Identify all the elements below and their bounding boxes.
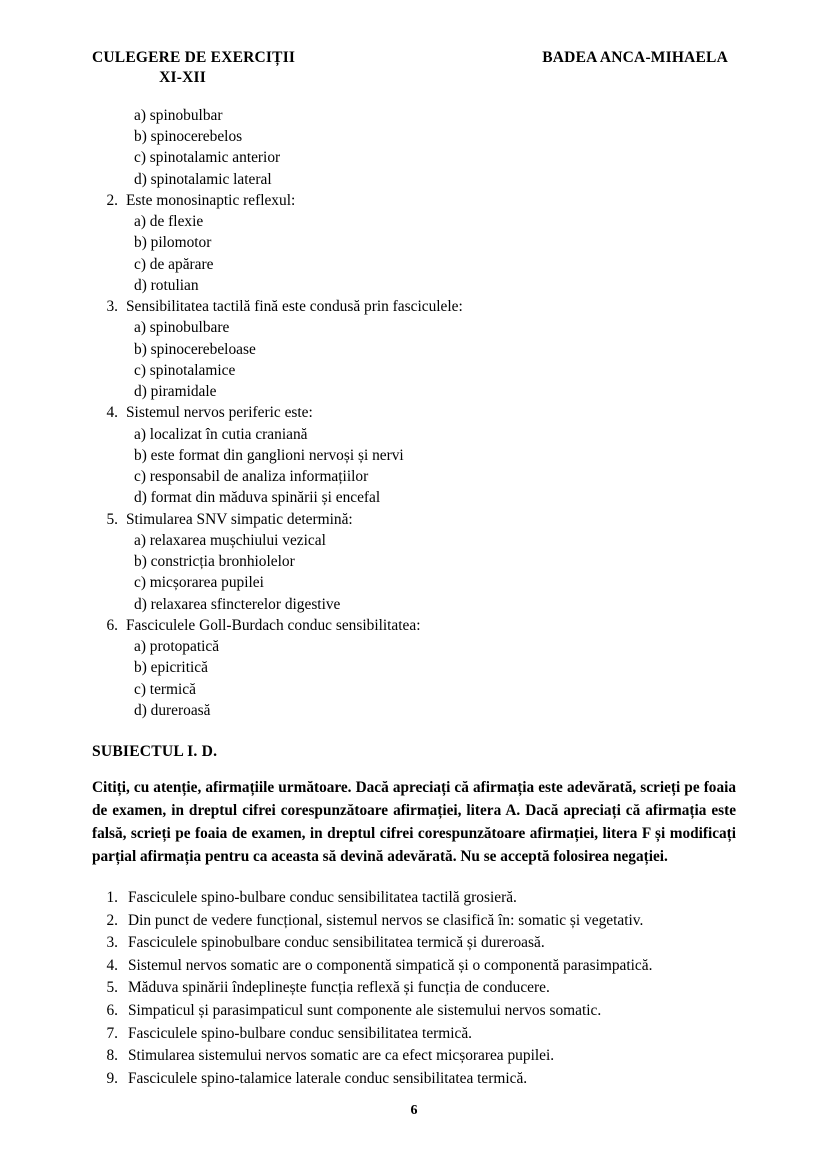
question-list [92,190,736,721]
option-item: b) pilomotor [134,234,212,252]
option-item: d) rotulian [134,276,199,294]
question-number: 4. [106,404,118,422]
statement-item [92,910,736,933]
statement-text: Fasciculele spino-talamice laterale conduc sensibilitatea termică. [128,1070,528,1088]
statement-number: 2. [106,911,118,929]
statement-item [92,887,736,910]
statement-text: Fasciculele spino-bulbare conduc sensibilitatea tactilă grosieră. [128,888,517,906]
option-item: a) protopatică [134,638,220,656]
option-item: c) termică [134,680,196,698]
statement-number: 6. [106,1002,118,1020]
option-item: a) spinobulbare [134,319,230,337]
question-stem: Este monosinaptic reflexul: [126,191,296,209]
option-item: b) epicritică [134,659,208,677]
option-item: a) relaxarea mușchiului vezical [134,531,326,549]
option-item: a) de flexie [134,213,204,231]
statement-number: 7. [106,1024,118,1042]
statement-item [92,955,736,978]
statement-number: 8. [106,1047,118,1065]
statement-number: 1. [106,888,118,906]
statement-text: Sistemul nervos somatic are o componentă simpatică și o componentă parasimpatică. [128,956,653,974]
statement-item [92,977,736,1000]
option-item: c) spinotalamice [134,361,236,379]
statement-number: 3. [106,934,118,952]
question-number: 2. [106,191,118,209]
question-stem: Sensibilitatea tactilă fină este condusă prin fasciculele: [126,298,463,316]
statement-text: Fasciculele spino-bulbare conduc sensibilitatea termică. [128,1024,473,1042]
question-stem: Fasciculele Goll-Burdach conduc sensibilitatea: [126,616,421,634]
option-item: b) spinocerebelos [134,128,243,146]
statement-text: Din punct de vedere funcțional, sistemul nervos se clasifică în: somatic și vegetativ. [128,911,644,929]
option-item: d) dureroasă [134,701,211,719]
option-item: d) relaxarea sfincterelor digestive [134,595,341,613]
option-item: d) spinotalamic lateral [134,170,272,188]
statement-number: 4. [106,956,118,974]
subject-title: SUBIECTUL I. D. [92,743,218,761]
option-item: c) spinotalamic anterior [134,149,281,167]
option-item: b) spinocerebeloase [134,340,256,358]
option-item: a) spinobulbar [134,106,223,124]
question-number: 5. [106,510,118,528]
option-item: a) localizat în cutia craniană [134,425,308,443]
question-stem: Sistemul nervos periferic este: [126,404,313,422]
statement-item [92,1000,736,1023]
statement-list [92,887,736,1091]
option-item: d) format din măduva spinării și encefal [134,489,381,507]
option-item: b) este format din ganglioni nervoși și nervi [134,446,404,464]
statement-text: Fasciculele spinobulbare conduc sensibilitatea termică și dureroasă. [128,934,545,952]
option-item: c) responsabil de analiza informațiilor [134,468,369,486]
statement-item [92,1068,736,1091]
option-item: b) constricția bronhiolelor [134,553,295,571]
header-title-line2: XI-XII [159,69,207,87]
page-header [92,48,736,89]
statement-item [92,932,736,955]
header-author: BADEA ANCA-MIHAELA [542,49,728,66]
option-item: d) piramidale [134,383,217,401]
question-item [92,509,736,615]
question-item [92,402,736,508]
option-item: c) de apărare [134,255,214,273]
question-number: 6. [106,616,118,634]
instructions-paragraph: Citiți, cu atenție, afirmațiile următoare. Dacă apreciați că afirmația este adevărată, scrieți pe foaia de examen, in dreptul cifrei corespunzătoare afirmației, litera A. Dacă apreciați că afirmația este falsă, scrieți pe foaia de examen, in dreptul cifrei corespunzătoare afirmației, litera F și modificați parțial afirmația pentru ca aceasta să devină adevărată. Nu se acceptă folosirea negației. [92,779,736,865]
question-item [92,190,736,296]
question-item [92,615,736,721]
statement-text: Stimularea sistemului nervos somatic are ca efect micșorarea pupilei. [128,1047,555,1065]
page-number: 6 [410,1103,418,1118]
question-item [92,296,736,402]
statement-number: 5. [106,979,118,997]
statement-item [92,1045,736,1068]
page-content [92,105,736,1091]
question-number: 3. [106,298,118,316]
statement-item [92,1023,736,1046]
header-title-line1: CULEGERE DE EXERCIȚII [92,49,296,66]
question-stem: Stimularea SNV simpatic determină: [126,510,353,528]
orphan-option-list [92,105,736,190]
header-title-left [92,48,295,89]
statement-text: Măduva spinării îndeplinește funcția reflexă și funcția de conducere. [128,979,550,997]
option-item: c) micșorarea pupilei [134,574,264,592]
statement-text: Simpaticul și parasimpaticul sunt componente ale sistemului nervos somatic. [128,1002,602,1020]
statement-number: 9. [106,1070,118,1088]
